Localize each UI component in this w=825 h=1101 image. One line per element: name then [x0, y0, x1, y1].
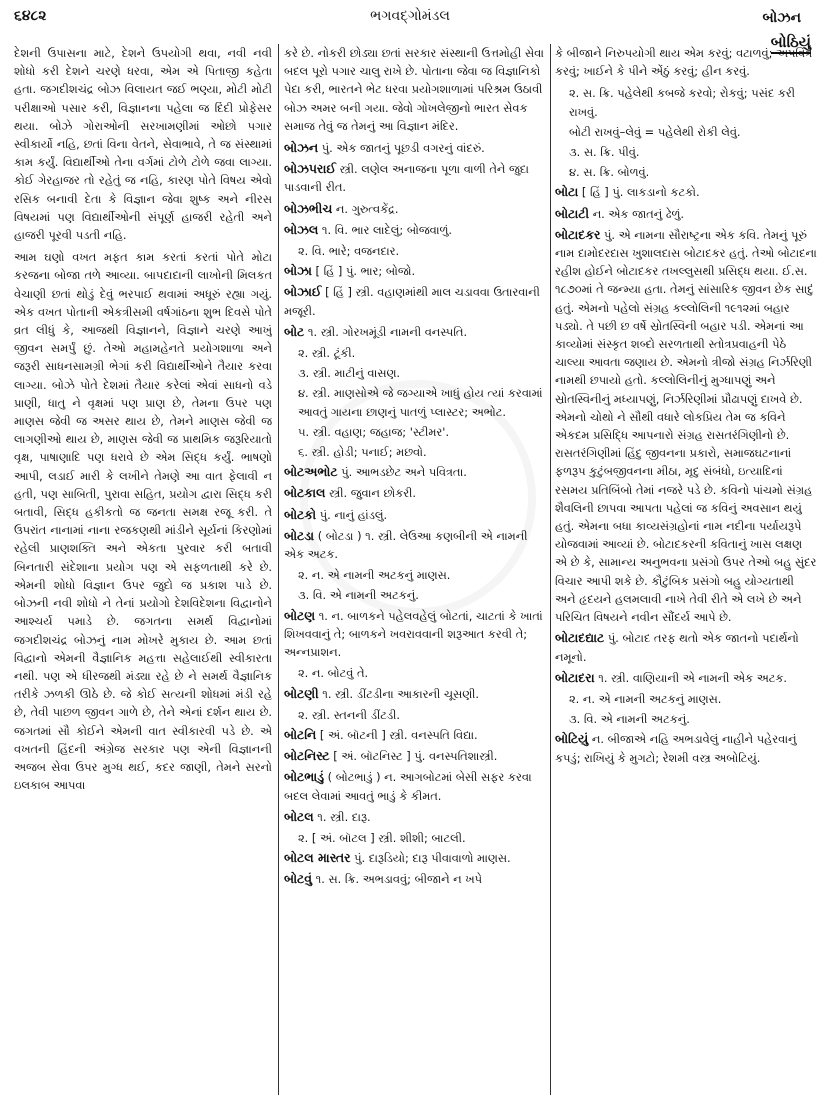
- dictionary-entry: [555, 205, 817, 223]
- sub-definition: ૫. સ્ત્રી. વહાણ; જહાજ; 'સ્ટીમર'.: [298, 424, 450, 439]
- headword: બોઝાઈ: [284, 284, 322, 300]
- column-rule: [278, 44, 279, 1095]
- sub-definition: ૪. સ્ત્રી. માણસોએ જે જગ્યાએ ખાધું હોય ત્યાં કરવામાં આવતું ગાયના છાણનું પાતળું પ્લાસ્ટર; અભોટ.: [298, 386, 543, 419]
- continued-paragraph: કે બીજાને નિરુપયોગી થાય એમ કરવું; વટાળવું; અપવિત્ર કરવું; ખાઈને કે પીને એંઠું કરવું; હીન કરવું.: [555, 46, 813, 79]
- definition: સ્ત્રી. જુવાન છોકરી.: [329, 486, 416, 501]
- dictionary-entry: [284, 463, 546, 481]
- headword: બોઝપરાઈ: [284, 161, 336, 177]
- dictionary-entry: [284, 160, 546, 196]
- dictionary-entry: [284, 870, 546, 888]
- dictionary-entry: [284, 200, 546, 218]
- page-number: ૬૪૮૨: [14, 8, 47, 24]
- dictionary-entry: [284, 768, 546, 804]
- headword: બોટનિસ્ટ: [284, 748, 330, 764]
- sub-definition: ૬. સ્ત્રી. હોડી; પનાઈ; મછવો.: [298, 445, 427, 460]
- dictionary-entry: [555, 629, 817, 665]
- sub-definition: ૩. વિ. એ નામની અટકનું.: [298, 588, 419, 603]
- definition: ૧. ન. બાળકને પહેલવહેલું બોટતાં, ચાટતાં કે ખાતાં શિખવવાનું તે; બાળકને ખવરાવવાની શરૂઆત કરવી તે; અન્નપ્રાશન.: [284, 608, 543, 660]
- dictionary-entry: [284, 747, 546, 765]
- sub-definition: ૪. સ. ક્રિ. બોળવું.: [569, 165, 650, 180]
- definition: [ અં. બૉટની ] સ્ત્રી. વનસ્પતિ વિદ્યા.: [319, 727, 478, 742]
- headword: બોટનિ: [284, 726, 317, 742]
- headword: બોટકો: [284, 506, 317, 522]
- definition: ૧. સ્ત્રી. વાણિયાની એ નામની એક અટક.: [598, 670, 788, 685]
- headword: બોટા: [555, 184, 579, 200]
- definition: ન. બીજાએ નહિ અભડાવેલું નાહીને પહેરવાનું કપડું; રાખિયું કે મુગટો; રેશમી વસ્ત્ર અબોટિયું.: [555, 732, 797, 765]
- body-paragraph: આમ ઘણો વખત મફત કામ કરતાં કરતાં પોતે મોટા કરજના બોજા તળે આવ્યા. બાપદાદાની લાખોની મિલકત વેચાણી છતાં થોડું દેવું ભરપાઈ થવામાં અધૂરું રહ્યા ગયું. એક વખત પોતાની એકત્રીસમી વર્ષગાંઠના શુભ દિવસે પોતે વ્રત લીધું કે, આજથી વિજ્ઞાનને, વિજ્ઞાને ચરણે આખું જીવન સમર્પું છું. તેઓ મહામહેનતે પ્રયોગશાળા અને જરૂરી સાધનસામગ્રી ભેગાં કરી વિદ્યાર્થીઓને તૈયાર કરવા લાગ્યા. બોઝે પોતે દેશમાં તૈયાર કરેલાં એવાં સાધનો વડે પ્રાણી, ધાતુ ને વૃક્ષમાં પણ પ્રાણ છે, તેમના ઉપર પણ માણસ જેવી જ અસર થાય છે, તેમને માણસ જેવી જ લાગણીઓ થાય છે, માણસ જેવી જ પ્રાથમિક જરૂરિયાતો વૃક્ષ, પાષાણાદિ પણ ધરાવે છે એમ સિદ્ધ કર્યું. ભાષણો આપી, લડાઈ મારી કે લખીને તેમણે આ વાત ફેલાવી ન હતી, પણ સાબિતી, પુરાવા સહિત, પ્રયોગ દ્વારા સિદ્ધ કરી બતાવી, સિદ્ધ હકીકતો જ જનતા સમક્ષ રજૂ કરી. તે ઉપરાંત નાનામાં નાના રજકણથી માંડીને સૂર્યનાં કિરણોમાં રહેલી પ્રાણશક્તિ અને એકતા પુરવાર કરી બતાવી બિનતારી સંદેશાના પ્રયોગ પણ એ સફળતાથી કરે છે. એમની શોધો વિજ્ઞાન ઉપર જુદો જ પ્રકાશ પાડે છે. બોઝની નવી શોધો ને તેનાં પ્રયોગો દેશવિદેશના વિદ્વાનોને આશ્ચર્ય પમાડે છે. જગતના સમર્થ વિદ્વાનોમાં જગદીશચંદ્ર બોઝનું નામ મોખરે મુકાય છે. આમ છતાં વિદ્વાનો એમની વૈજ્ઞાનિક મહત્તા સહેલાઈથી સ્વીકારતા નથી. પણ એ ધીરજથી મંડ્યા રહે છે ને સમર્થ વૈજ્ઞાનિક તરીકે ઝળકી ઊઠે છે. જે કોઈ સત્યની શોધમાં મંડી રહે છે, તેવી પાછળ જીવન ગાળે છે, તેને એનાં દર્શન થાય છે. જગતમાં સૌ કોઈને એમની વાત સ્વીકારવી પડે છે. એ વખતની હિંદની અંગ્રેજ સરકાર પણ એની વિજ્ઞાનની અજબ સેવા ઉપર મુગ્ધ થઈ, કદર જાણી, તેમને સરનો ઇલકાબ આપવા: [14, 250, 272, 793]
- definition: પું. એ નામના સૌરાષ્ટ્રના એક કવિ. તેમનું પૂરું નામ દામોદરદાસ ખુશાલદાસ બોટાદકર હતું. તેઓ બોટાદના રહીશ હોઈને બોટાદકર તખલ્લુસથી પ્રસિદ્ધ થયા. ઈ.સ. ૧૮૭૦માં તે જન્મ્યા હતા. તેમનું સાંસારિક જીવન છેક સાદું હતું. એમનો પહેલો સંગ્રહ કલ્લોલિની ૧૯૧૨માં બહાર પડ્યો. તે પછી છ વર્ષે સ્રોતસ્વિની બહાર પડી. એમનાં આ કાવ્યોમાં સંસ્કૃત શબ્દો સરળતાથી સ્તોત્રપ્રવાહની પેઠે ચાલ્યા આવતા જણાય છે. એમનો ત્રીજો સંગ્રહ નિર્ઝરિણી નામથી છપાયો હતો. કલ્લોલિનીનું મુગ્ધાપણું અને સ્રોતસ્વિનીનું મધ્યાપણું, નિર્ઝરિણીમાં પ્રૌઢાપણું દાખવે છે. એમનો ચોથો ને સૌથી વધારે લોકપ્રિય તેમ જ કવિને એકદમ પ્રસિદ્ધિ આપનારો સંગ્રહ રાસતરંગિણીનો છે. રાસતરંગિણીમાં હિંદુ જીવનના પ્રકારો, સમાજઘટનાનાં ફળરૂપ કુટુંબજીવનના મીઠા, મૃદુ સંબંધો, ઇત્યાદિનાં રસમય પ્રતિબિંબો તેમાં નજરે પડે છે. કવિનો પાંચમો સંગ્રહ શૈવલિની છાપવા આપતા પહેલાં જ કવિનું અવસાન થયું હતું. એમના બધા કાવ્યસંગ્રહોનાં નામ નદીના પર્યાયરૂપે યોજવામાં આવ્યાં છે. બોટાદકરની કવિતાનું ખાસ લક્ષણ એ છે કે, સામાન્ય અનુભવના પ્રસંગો ઉપર તેઓ બહુ સુંદર વિચાર આપી શકે છે. કૌટુંબિક પ્રસંગો બહુ યોગ્યતાથી અને હૃદયને હલમલાવી નાખે તેવી રીતે એ લખે છે અને પરિચિત વિષયને નવીન સૌંદર્ય આપે છે.: [555, 227, 817, 625]
- headword: બોટકાલ: [284, 485, 326, 501]
- dictionary-entry: [555, 730, 817, 766]
- sub-definition: ૨. વિ. ભારે; વજનદાર.: [298, 244, 400, 259]
- column-2: [284, 44, 546, 1095]
- headword: બોટાદકર: [555, 226, 601, 242]
- definition: ૧. સ્ત્રી. દારૂ.: [317, 809, 371, 824]
- dictionary-entry: [284, 484, 546, 502]
- headword: બોટલ: [284, 808, 314, 824]
- headword: બોટડા: [284, 527, 315, 543]
- guide-word-top: બોઝન: [762, 10, 801, 26]
- column-rule: [550, 44, 551, 1095]
- definition: ( બોટડા ) ૧. સ્ત્રી. લેઉઆ કણબીની એ નામની એક અટક.: [284, 528, 528, 562]
- definition: સ્ત્રી. લણેલ અનાજના પૂળા વાળી તેને જુદા પાડવાની રીત.: [284, 162, 529, 195]
- sub-definition: ૩. વિ. એ નામની અટકનું.: [569, 712, 690, 727]
- definition: ૧. સ્ત્રી. ગોરખમૂંડી નામની વનસ્પતિ.: [307, 324, 468, 339]
- definition: પું. આભડછેટ અને પવિત્રતા.: [341, 465, 467, 480]
- headword: બોટાદદ્યાટ: [555, 630, 605, 646]
- sub-definition: ૩. સ. ક્રિ. પીવું.: [569, 145, 640, 160]
- headword: બોઝલ: [284, 221, 319, 237]
- dictionary-entry: [284, 323, 546, 341]
- headword: બોઝભીચ: [284, 200, 333, 216]
- definition: પું. બોટાદ તરફ થતો એક જાતનો પદાર્થનો નમૂનો.: [555, 631, 799, 664]
- definition: [ અં. બૉટનિસ્ટ ] પું. વનસ્પતિશાસ્ત્રી.: [333, 749, 498, 764]
- guide-word-bottom: બોઠિયું: [771, 33, 811, 54]
- headword: બોટણી: [284, 685, 319, 701]
- dictionary-entry: [284, 849, 546, 867]
- headword: બોટાદરા: [555, 669, 595, 685]
- dictionary-entry: [284, 283, 546, 319]
- column-3: [555, 44, 817, 1095]
- headword: બોઝન: [284, 140, 319, 156]
- sub-definition: ૨. ન. બોટવું તે.: [298, 666, 369, 681]
- headword: બોટણ: [284, 607, 316, 623]
- book-title: ભગવદ્ગોમંડલ: [370, 8, 450, 24]
- definition: [ હિં ] સ્ત્રી. વહાણમાંથી માલ ચડાવવા ઉતારવાની મજૂરી.: [284, 285, 540, 318]
- definition: પું. દારૂડિયો; દારૂ પીવાવાળો માણસ.: [354, 851, 511, 866]
- definition: પું. એક જાતનું પૂછડી વગરનું વાંદરું.: [321, 141, 485, 156]
- headword: બોઝા: [284, 263, 312, 279]
- dictionary-entry: [284, 726, 546, 744]
- dictionary-entry: [284, 808, 546, 826]
- headword: બોટવું: [284, 871, 312, 887]
- definition: ૧. વિ. ભાર લાદેલું; બોજવાળું.: [321, 222, 453, 237]
- headword: બોટિયું: [555, 731, 589, 747]
- dictionary-entry: [555, 183, 817, 201]
- definition: [ હિં ] પું. લાકડાનો કટકો.: [581, 185, 700, 200]
- dictionary-entry: [284, 506, 546, 524]
- dictionary-entry: [284, 221, 546, 239]
- definition: પું. નાનું હાંડલું.: [319, 507, 388, 522]
- headword: બોટઅભોટ: [284, 464, 338, 480]
- sub-definition: ૨. સ. ક્રિ. પહેલેથી કબજે કરવો; રોકવું; પસંદ કરી રાખવું.: [569, 86, 796, 119]
- dictionary-entry: [284, 607, 546, 662]
- sub-definition: ૨. [ અં. બૉટલ ] સ્ત્રી. શીશી; બાટલી.: [298, 830, 466, 845]
- sub-definition: ૨. સ્ત્રી. સ્તનની ડીંટડી.: [298, 707, 400, 722]
- definition: ૧. સ્ત્રી. ડીંટડીના આકારની ચૂસણી.: [322, 686, 480, 701]
- dictionary-entry: [555, 226, 817, 626]
- sub-definition: ૨. ન. એ નામની અટકનું માણસ.: [298, 568, 451, 583]
- headword: બોટભાડું: [284, 769, 325, 785]
- column-1: [14, 44, 272, 1095]
- dictionary-entry: [555, 669, 817, 687]
- headword: બોટલ માસ્તર: [284, 850, 351, 866]
- definition: ( બોટભાડું ) ન. આગબોટમાં બેસી સફર કરવા બદલ લેવામાં આવતું ભાડું કે કીમત.: [284, 770, 532, 803]
- definition: ૧. સ. ક્રિ. અભડાવવું; બીજાને ન ખપે: [315, 872, 483, 887]
- definition: ન. એક જાતનું ઢેળું.: [592, 206, 684, 221]
- sub-definition: ૨. સ્ત્રી. ટૂંકી.: [298, 346, 356, 361]
- continued-paragraph: કરે છે. નોકરી છોડ્યા છતાં સરકાર સંસ્થાની ઉત્તમોહી સેવા બદલ પૂરો પગાર ચાલુ રાખે છે. પોતાના જેવા જ વિજ્ઞાનિકો પેદા કરી, ભારતને ભેટ ધરવા પ્રયોગશાળામાં પરિશ્રમ ઉઠાવી બોઝ અમર બની ગયા. જેવો ગોખલેજીનો ભારત સેવક સમાજ તેવું જ તેમનું આ વિજ્ઞાન મંદિર.: [284, 46, 544, 133]
- headword: બોટ: [284, 323, 305, 339]
- dictionary-entry: [284, 139, 546, 157]
- dictionary-entry: [284, 527, 546, 563]
- sub-definition: ૩. સ્ત્રી. માટીનું વાસણ.: [298, 366, 401, 381]
- body-paragraph: દેશની ઉપાસના માટે, દેશને ઉપયોગી થવા, નવી નવી શોધો કરી દેશને ચરણે ધરવા, એમ એ પિતાજી કહેતા હતા. જગદીશચંદ્ર બોઝ વિલાયત જઈ ભણ્યા, મોટી મોટી પરીક્ષાઓ પસાર કરી, વિજ્ઞાનના પહેલા જ દિંદી પ્રોફેસર થયા. બોઝે ગોરાઓની સરખામણીમાં ઓછો પગાર સ્વીકાર્યો નહિ, છતાં વિના વેતને, સેવાભાવે, તે જ સંસ્થામાં કામ કર્યું. વિદ્યાર્થીઓ તેના વર્ગમાં ટોળે ટોળે જવા લાગ્યા. કોઈ ગેરહાજર તો રહેતું જ નહિ, કારણ પોતે વિષય એવો રસિક બનાવી દેતા કે વિજ્ઞાન જેવા શુષ્ક અને નીરસ વિષયમાં પણ વિદ્યાર્થીઓની સંપૂર્ણ હાજરી રહેતી અને હાજરી પૂરવી પડતી નહિ.: [14, 46, 272, 243]
- sub-definition: બોટી રાખવું–લેવું = પહેલેથી રોકી લેવું.: [569, 124, 741, 139]
- headword: બોટાટી: [555, 205, 590, 221]
- definition: [ હિં ] પું. ભાર; બોજો.: [315, 264, 416, 279]
- sub-definition: ૨. ન. એ નામની અટકનું માણસ.: [569, 691, 722, 706]
- definition: ન. ગુરુત્વકેંદ્ર.: [335, 201, 399, 216]
- dictionary-entry: [284, 685, 546, 703]
- dictionary-entry: [284, 262, 546, 280]
